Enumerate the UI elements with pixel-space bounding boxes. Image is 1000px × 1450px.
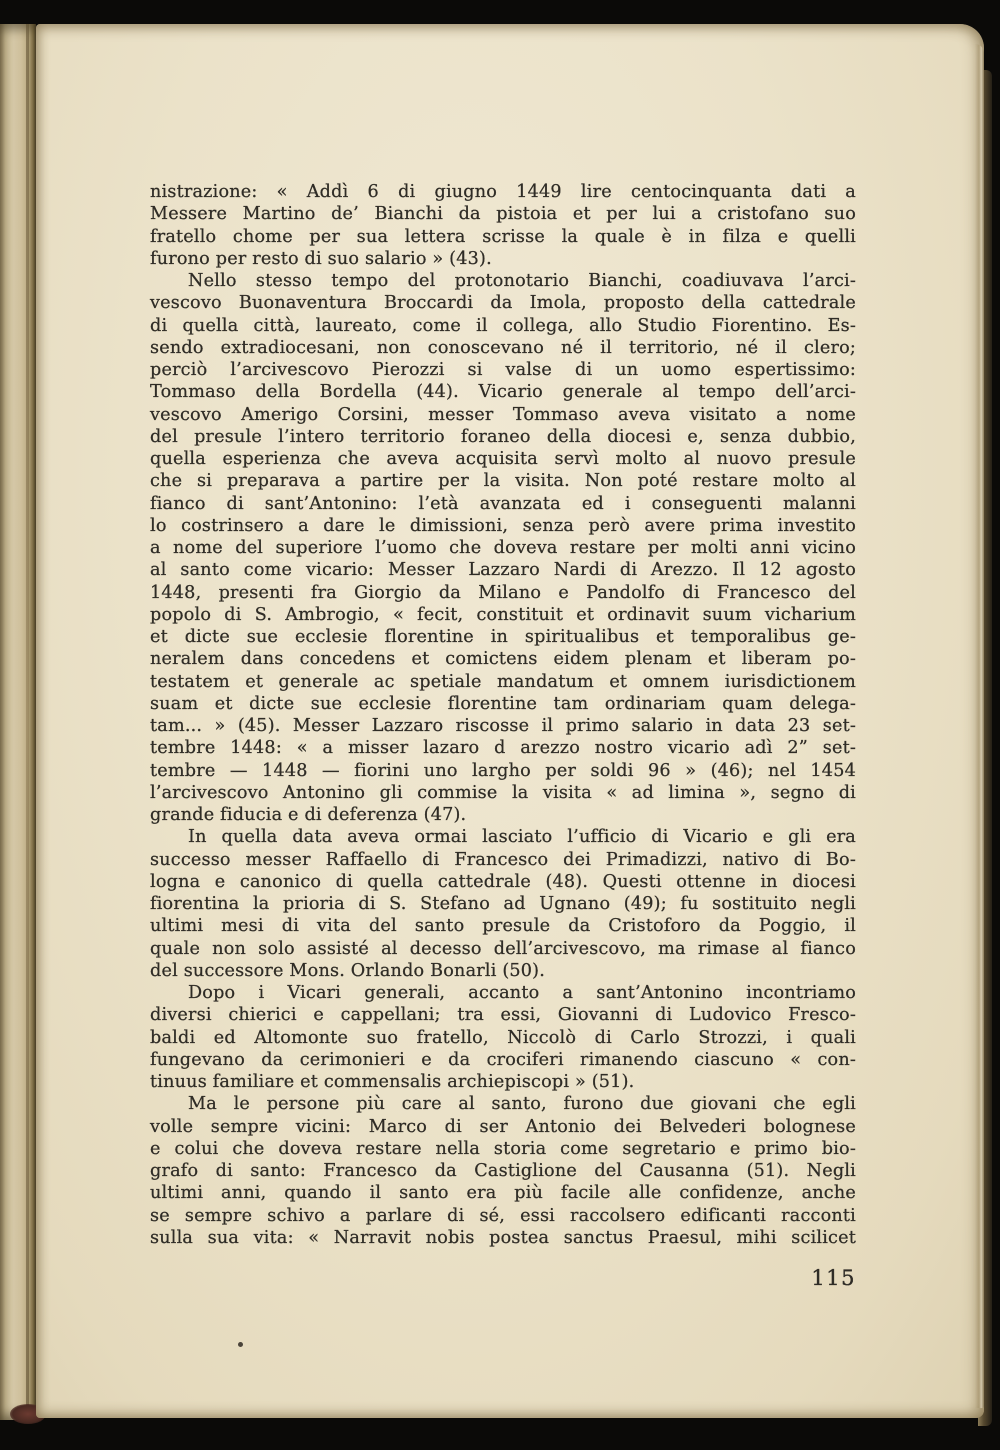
text-line: grande fiducia e di deferenza (47).	[150, 805, 467, 825]
text-line: l’arcivescovo Antonino gli commise la visita « ad limina », segno di	[150, 782, 856, 803]
text-line: baldi ed Altomonte suo fratello, Niccolò di Carlo Strozzi, i quali	[150, 1027, 856, 1048]
text-line: fianco di sant’Antonino: l’età avanzata ed i conseguenti malanni	[150, 493, 856, 514]
text-line: tembre 1448: « a misser lazaro d arezzo nostro vicario adì 2” set-	[150, 738, 856, 759]
text-line: sulla sua vita: « Narravit nobis postea sanctus Praesul, mihi scilicet	[150, 1227, 856, 1248]
text-line: e colui che doveva restare nella storia come segretario e primo bio-	[150, 1138, 856, 1159]
text-line: popolo di S. Ambrogio, « fecit, constituit et ordinavit suum vicharium	[150, 604, 856, 625]
text-line: fratello chome per sua lettera scrisse la quale è in filza e quelli	[150, 226, 856, 247]
text-line: Dopo i Vicari generali, accanto a sant’Antonino incontriamo	[188, 983, 856, 1003]
text-line: furono per resto di suo salario » (43).	[150, 248, 492, 269]
page-text-block	[150, 181, 856, 1249]
text-line: ultimi mesi di vita del santo presule da Cristoforo da Poggio, il	[150, 916, 856, 937]
text-line: In quella data aveva ormai lasciato l’ufficio di Vicario e gli era	[188, 827, 856, 848]
text-line: testatem et generale ac spetiale mandatum et omnem iurisdictionem	[150, 671, 856, 692]
text-line: et dicte sue ecclesie florentine in spiritualibus et temporalibus ge-	[150, 627, 856, 647]
text-line: perciò l’arcivescovo Pierozzi si valse di un uomo espertissimo:	[150, 360, 856, 380]
text-line: vescovo Buonaventura Broccardi da Imola, proposto della cattedrale	[150, 293, 856, 314]
text-line: che si preparava a partire per la visita. Non poté restare molto al	[150, 471, 856, 492]
book-gutter-edge	[0, 24, 36, 1420]
text-line: neralem dans concedens et comictens eidem plenam et liberam po-	[150, 649, 856, 670]
text-line: a nome del superiore l’uomo che doveva restare per molti anni vicino	[150, 538, 856, 558]
text-line: sendo extradiocesani, non conoscevano né il territorio, né il clero;	[150, 337, 856, 358]
text-line: 1448, presenti fra Giorgio da Milano e Pandolfo di Francesco del	[150, 582, 856, 603]
text-line: logna e canonico di quella cattedrale (48). Questi ottenne in diocesi	[150, 871, 856, 892]
text-line: ultimi anni, quando il santo era più facile alle confidenze, anche	[150, 1183, 856, 1204]
text-line: Ma le persone più care al santo, furono due giovani che egli	[188, 1094, 856, 1115]
text-line: tembre — 1448 — fiorini uno largho per soldi 96 » (46); nel 1454	[150, 760, 856, 781]
text-line: Nello stesso tempo del protonotario Bianchi, coadiuvava l’arci-	[188, 271, 856, 291]
text-line: quella esperienza che aveva acquisita servì molto al nuovo presule	[150, 449, 856, 469]
text-line: fiorentina la prioria di S. Stefano ad Ugnano (49); fu sostituito negli	[150, 894, 856, 914]
text-line: del presule l’intero territorio foraneo della diocesi e, senza dubbio,	[150, 426, 856, 447]
gutter-crease	[26, 24, 29, 1420]
text-line: Messere Martino de’ Bianchi da pistoia et per lui a cristofano suo	[150, 204, 856, 225]
text-line: al santo come vicario: Messer Lazzaro Nardi di Arezzo. Il 12 agosto	[150, 560, 856, 581]
text-line: volle sempre vicini: Marco di ser Antonio dei Belvederi bolognese	[150, 1116, 856, 1137]
page-number: 115	[811, 1266, 856, 1290]
text-line: di quella città, laureato, come il collega, allo Studio Fiorentino. Es-	[150, 315, 856, 336]
text-line: se sempre schivo a parlare di sé, essi raccolsero edificanti racconti	[150, 1205, 856, 1226]
text-line: suam et dicte sue ecclesie florentine tam ordinariam quam delega-	[150, 693, 856, 714]
text-line: lo costrinsero a dare le dimissioni, senza però avere prima investito	[150, 515, 856, 536]
text-line: Tommaso della Bordella (44). Vicario generale al tempo dell’arci-	[150, 382, 856, 403]
text-line: vescovo Amerigo Corsini, messer Tommaso aveva visitato a nome	[150, 404, 856, 425]
text-line: grafo di santo: Francesco da Castiglione del Causanna (51). Negli	[150, 1161, 856, 1181]
text-line: nistrazione: « Addì 6 di giugno 1449 lire centocinquanta dati a	[150, 182, 856, 202]
text-line: fungevano da cerimonieri e da crociferi rimanendo ciascuno « con-	[150, 1049, 856, 1070]
text-line: tam... » (45). Messer Lazzaro riscosse il primo salario in data 23 set-	[150, 716, 856, 736]
text-line: diversi chierici e cappellani; tra essi, Giovanni di Ludovico Fresco-	[150, 1005, 856, 1026]
book-page	[36, 24, 984, 1418]
text-line: quale non solo assisté al decesso dell’arcivescovo, ma rimase al fianco	[150, 938, 856, 959]
text-line: successo messer Raffaello di Francesco dei Primadizzi, nativo di Bo-	[150, 849, 856, 870]
ink-dot	[238, 1342, 243, 1347]
text-line: tinuus familiare et commensalis archiepiscopi » (51).	[150, 1072, 635, 1092]
text-line: del successore Mons. Orlando Bonarli (50).	[150, 960, 546, 981]
